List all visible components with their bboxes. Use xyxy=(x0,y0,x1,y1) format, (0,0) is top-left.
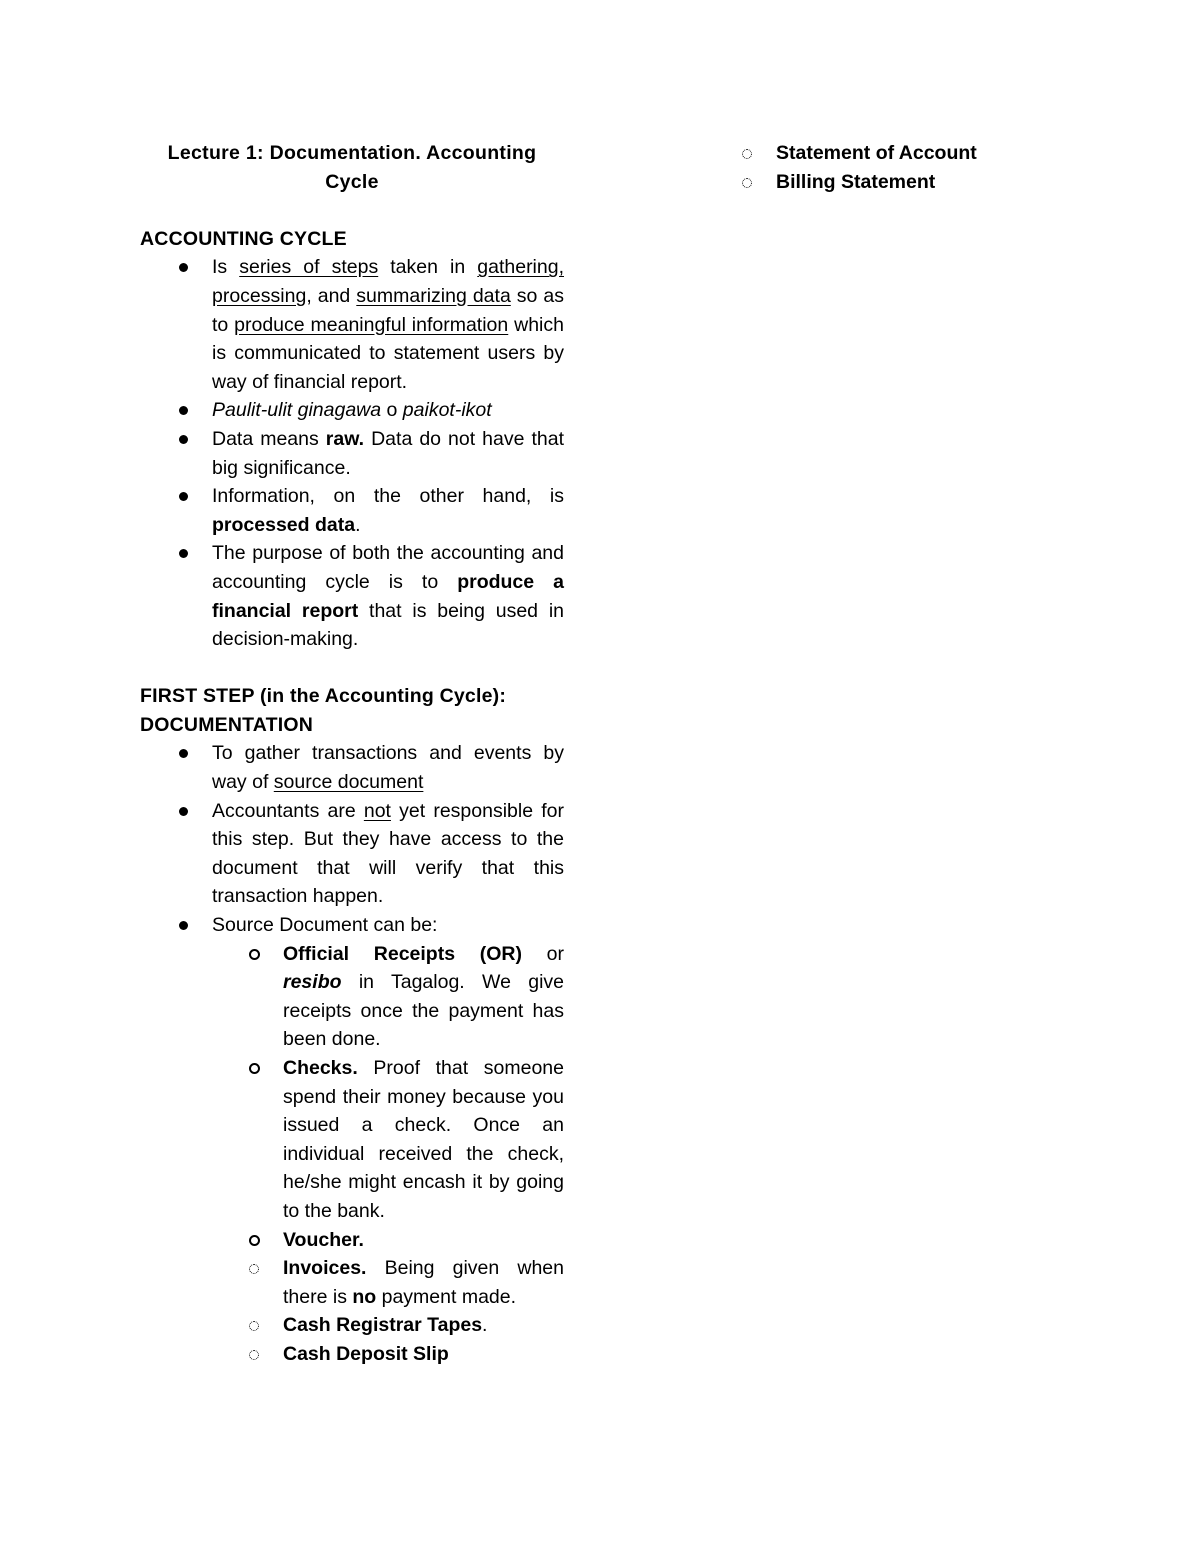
list-item: To gather transactions and events by way of source document xyxy=(212,739,564,796)
list-item: Checks. Proof that someone spend their money because you issued a check. Once an individual received the check, he/she might encash it by going to the bank. xyxy=(283,1054,564,1226)
list-item: Cash Deposit Slip xyxy=(283,1340,564,1369)
page-title xyxy=(140,139,564,196)
accounting-cycle-list xyxy=(140,253,564,653)
list-item: Cash Registrar Tapes. xyxy=(283,1311,564,1340)
list-item: Invoices. Being given when there is no payment made. xyxy=(283,1254,564,1311)
source-document-list xyxy=(212,940,564,1369)
right-column xyxy=(740,139,1040,196)
list-item: Paulit-ulit ginagawa o paikot-ikot xyxy=(212,396,564,425)
accounting-cycle-heading: ACCOUNTING CYCLE xyxy=(140,227,347,250)
list-item: Data means raw. Data do not have that big significance. xyxy=(212,425,564,482)
list-item: Accountants are not yet responsible for this step. But they have access to the document that will verify that this transaction happen. xyxy=(212,797,564,911)
list-item: Official Receipts (OR) or resibo in Tagalog. We give receipts once the payment has been done. xyxy=(283,940,564,1054)
title-line-1: Lecture 1: Documentation. Accounting xyxy=(167,142,537,164)
list-item: Voucher. xyxy=(283,1226,564,1255)
documentation-list xyxy=(140,739,564,1368)
list-item: Source Document can be: Official Receipts (OR) or resibo in Tagalog. We give receipts once the payment has been done. Checks. Proof that someone spend their money because you issued a check. Once an individual received the check, he/she might encash it by going to the bank. Voucher. Invoices. Being given when there is no payment made. Cash Registrar Tapes. Cash Deposit Slip xyxy=(212,911,564,1369)
list-item: Statement of Account xyxy=(776,139,1040,168)
left-column xyxy=(140,139,564,1369)
list-item: The purpose of both the accounting and accounting cycle is to produce a financial report that is being used in decision-making. xyxy=(212,539,564,653)
title-line-2: Cycle xyxy=(325,170,379,193)
list-item: Is series of steps taken in gathering, processing, and summarizing data so as to produce meaningful information which is communicated to statement users by way of financial report. xyxy=(212,253,564,396)
list-item: Billing Statement xyxy=(776,168,1040,197)
source-document-list-continued xyxy=(740,139,1040,196)
first-step-heading: FIRST STEP (in the Accounting Cycle): DOCUMENTATION xyxy=(140,685,507,736)
list-item: Information, on the other hand, is processed data. xyxy=(212,482,564,539)
